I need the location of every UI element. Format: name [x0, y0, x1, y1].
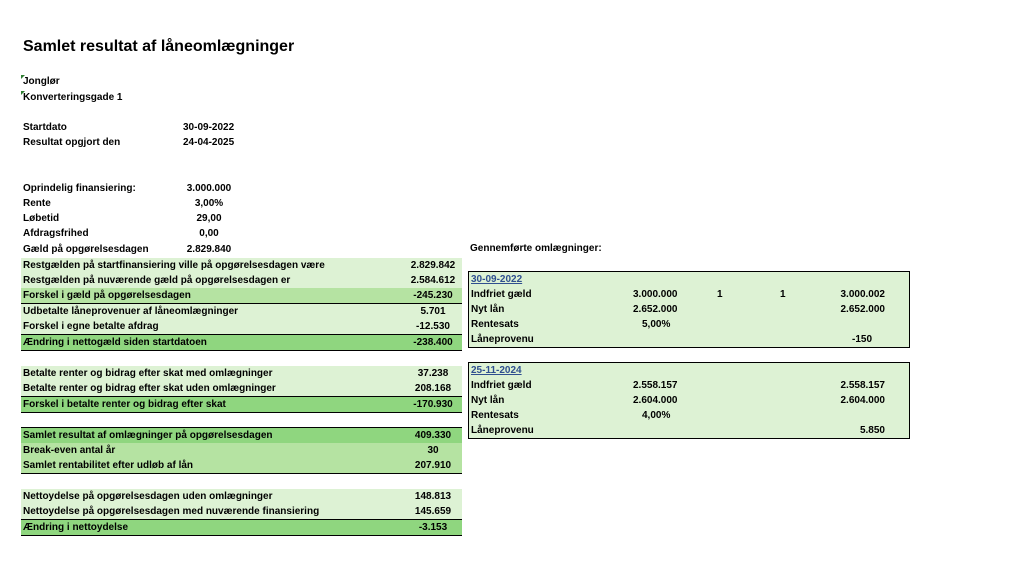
term-value: 29,00 [196, 213, 222, 224]
interest-only-label: Afdragsfrihed [23, 228, 89, 239]
table-row: Rentesats 5,00% [471, 319, 671, 330]
table-row: Indfriet gæld 2.558.157 2.558.157 [471, 380, 885, 391]
table-row: Låneprovenu -150 [471, 334, 872, 345]
customer-address: Konverteringsgade 1 [23, 92, 123, 103]
page-title: Samlet resultat af låneomlægninger [23, 38, 295, 55]
customer-name: Jonglør [23, 76, 60, 87]
conversions-title: Gennemførte omlægninger: [470, 243, 602, 254]
interest-comparison-block [21, 366, 462, 413]
table-row: Betalte renter og bidrag efter skat med omlægninger 37.238 [21, 366, 462, 381]
result-date-label: Resultat opgjort den [23, 137, 121, 148]
table-row: Break-even antal år 30 [21, 443, 462, 458]
table-row: Samlet resultat af omlægninger på opgørelsesdagen 409.330 [21, 427, 462, 443]
start-date-label: Startdato [23, 122, 67, 133]
table-row: Samlet rentabilitet efter udløb af lån 207.910 [21, 458, 462, 474]
table-row: Nettoydelse på opgørelsesdagen uden omlægninger 148.813 [21, 489, 462, 504]
conversion-card [468, 271, 910, 348]
financing-value: 3.000.000 [186, 183, 232, 194]
interest-only-value: 0,00 [199, 228, 219, 239]
table-row: Nyt lån 2.604.000 2.604.000 [471, 395, 885, 406]
debt-value: 2.829.840 [186, 244, 232, 255]
result-block [21, 427, 462, 474]
table-row: Udbetalte låneprovenuer af låneomlægninger 5.701 [21, 304, 462, 319]
debt-comparison-block [21, 258, 462, 351]
table-row: Restgælden på startfinansiering ville på opgørelsesdagen være 2.829.842 [21, 258, 462, 273]
table-row: Ændring i nettogæld siden startdatoen -238.400 [21, 334, 462, 351]
result-date-value: 24-04-2025 [183, 137, 235, 148]
table-row: Forskel i betalte renter og bidrag efter skat -170.930 [21, 396, 462, 413]
table-row: Ændring i nettoydelse -3.153 [21, 519, 462, 536]
table-row: Forskel i gæld på opgørelsesdagen -245.230 [21, 288, 462, 304]
table-row: Betalte renter og bidrag efter skat uden omlægninger 208.168 [21, 381, 462, 396]
table-row: Nyt lån 2.652.000 2.652.000 [471, 304, 885, 315]
payment-comparison-block [21, 489, 462, 536]
term-label: Løbetid [23, 213, 60, 224]
financing-label: Oprindelig finansiering: [23, 183, 136, 194]
conversion-card [468, 362, 910, 439]
table-row: Låneprovenu 5.850 [471, 425, 885, 436]
rate-label: Rente [23, 198, 51, 209]
table-row: Indfriet gæld 3.000.000 1 1 3.000.002 [471, 289, 885, 300]
table-row: Forskel i egne betalte afdrag -12.530 [21, 319, 462, 334]
conversion-date: 25-11-2024 [471, 365, 522, 376]
rate-value: 3,00% [194, 198, 224, 209]
debt-label: Gæld på opgørelsesdagen [23, 244, 149, 255]
table-row: Rentesats 4,00% [471, 410, 671, 421]
conversion-date: 30-09-2022 [471, 274, 523, 285]
table-row: Restgælden på nuværende gæld på opgørelsesdagen er 2.584.612 [21, 273, 462, 288]
start-date-value: 30-09-2022 [183, 122, 235, 133]
table-row: Nettoydelse på opgørelsesdagen med nuværende finansiering 145.659 [21, 504, 462, 519]
